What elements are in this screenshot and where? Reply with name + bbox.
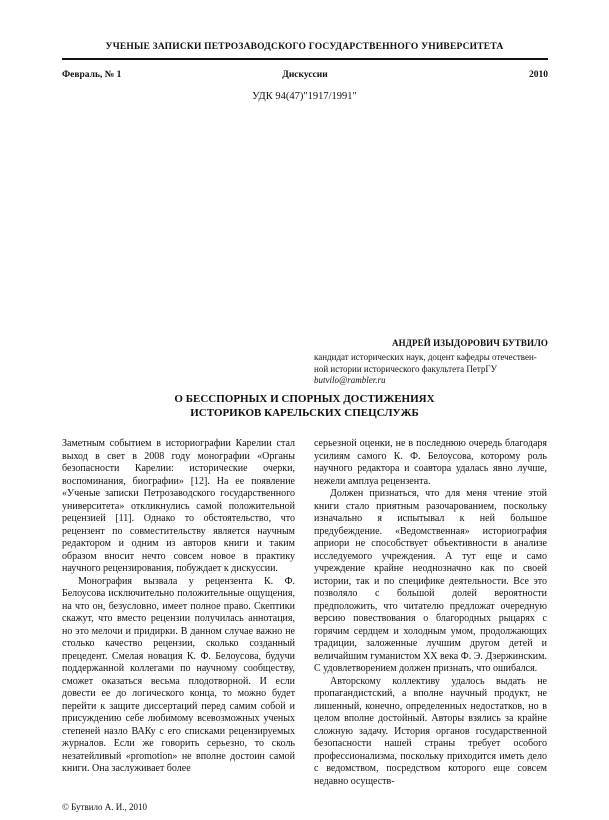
author-affiliation-line2: ной истории исторического факультета ПетрГУ (314, 363, 497, 374)
journal-title: УЧЕНЫЕ ЗАПИСКИ ПЕТРОЗАВОДСКОГО ГОСУДАРСТВЕННОГО УНИВЕРСИТЕТА (105, 42, 504, 52)
author-block (314, 338, 548, 387)
paragraph: Должен признаться, что для меня чтение этой книги стало приятным разочарованием, поскольку изначально я испытывал к ней большое предубеждение. «Ведомственная» историография априори не способствует объективности в анализе исследуемого учреждения. А тут еще и само учреждение крайне неоднозначно как по своей истории, так и по специфике деятельности. Все это позволяло с большой долей вероятности предположить, что читателю предложат очередную версию повествования о благородных рыцарях с горячим сердцем и холодным умом, продолжающих традиции, заложенные лучшим другом детей и величайшим гуманистом XX века Ф. Э. Дзержинским. С удовлетворением должен признать, что ошибался. (314, 488, 547, 674)
issue-row (62, 70, 548, 84)
issue-year: 2010 (529, 70, 548, 80)
article-title-line2: ИСТОРИКОВ КАРЕЛЬСКИХ СПЕЦСЛУЖБ (190, 407, 419, 419)
issue-number: Февраль, № 1 (62, 70, 122, 80)
paragraph: Авторскому коллективу удалось выдать не пропагандистский, а вполне научный продукт, не лишенный, конечно, определенных недостатков, но в целом вполне достойный. Авторы взялись за крайне сложную задачу. История органов государственной безопасности нашей страны требует особого профессионализма, поскольку приходится иметь дело с ведомством, посредством которого еще совсем недавно осуществ- (314, 675, 547, 787)
paragraph: Заметным событием в историографии Карелии стал выход в свет в 2008 году монографии «Органы безопасности Карелии: исторические очерки, воспоминания, биографии» [12]. На ее появление «Ученые записки Петрозаводского государственного университета» откликнулись самой положительной рецензией [11]. Однако то обстоятельство, что рецензент по совместительству является научным редактором и одним из авторов книги и таким образом вносит нечто совсем новое в практику научного рецензирования, побуждает к дискуссии. (62, 438, 295, 574)
body-column-right (314, 438, 547, 788)
header-rule (62, 58, 548, 60)
body-column-left (62, 438, 295, 776)
article-title (0, 392, 609, 420)
section-name: Дискуссии (282, 70, 328, 80)
copyright-notice: © Бутвило А. И., 2010 (62, 802, 148, 812)
article-title-line1: О БЕССПОРНЫХ И СПОРНЫХ ДОСТИЖЕНИЯХ (174, 393, 435, 405)
author-email: butvilo@rambler.ru (314, 375, 386, 385)
author-name: АНДРЕЙ ИЗЫДОРОВИЧ БУТВИЛО (392, 338, 548, 348)
author-affiliation-line1: кандидат исторических наук, доцент кафедры отечествен- (314, 352, 537, 362)
paragraph: Монография вызвала у рецензента К. Ф. Белоусова исключительно положительные ощущения, на что он, безусловно, имеет полное право. Скептики скажут, что вместо рецензии получилась аннотация, но это мелочи и придирки. В данном случае важно не столько качество рецензии, сколько созданный прецедент. Смелая новация К. Ф. Белоусова, будучи поддержанной коллегами по научному сообществу, сможет оказаться весьма плодотворной. И если довести ее до логического конца, то можно будет перейти к защите диссертаций перед самим собой и присуждению себе любимому всевозможных ученых степеней назло ВАКу с его списками рецензируемых журналов. Если же говорить серьезно, то сколь незатейливый «promotion» не вполне достоин самой книги. Она заслуживает более (62, 575, 295, 774)
udc-code: УДК 94(47)"1917/1991" (252, 91, 357, 102)
paragraph: серьезной оценки, не в последнюю очередь благодаря усилиям самого К. Ф. Белоусова, которому роль научного редактора и соавтора удалась явно лучше, нежели амплуа рецензента. (314, 438, 547, 487)
